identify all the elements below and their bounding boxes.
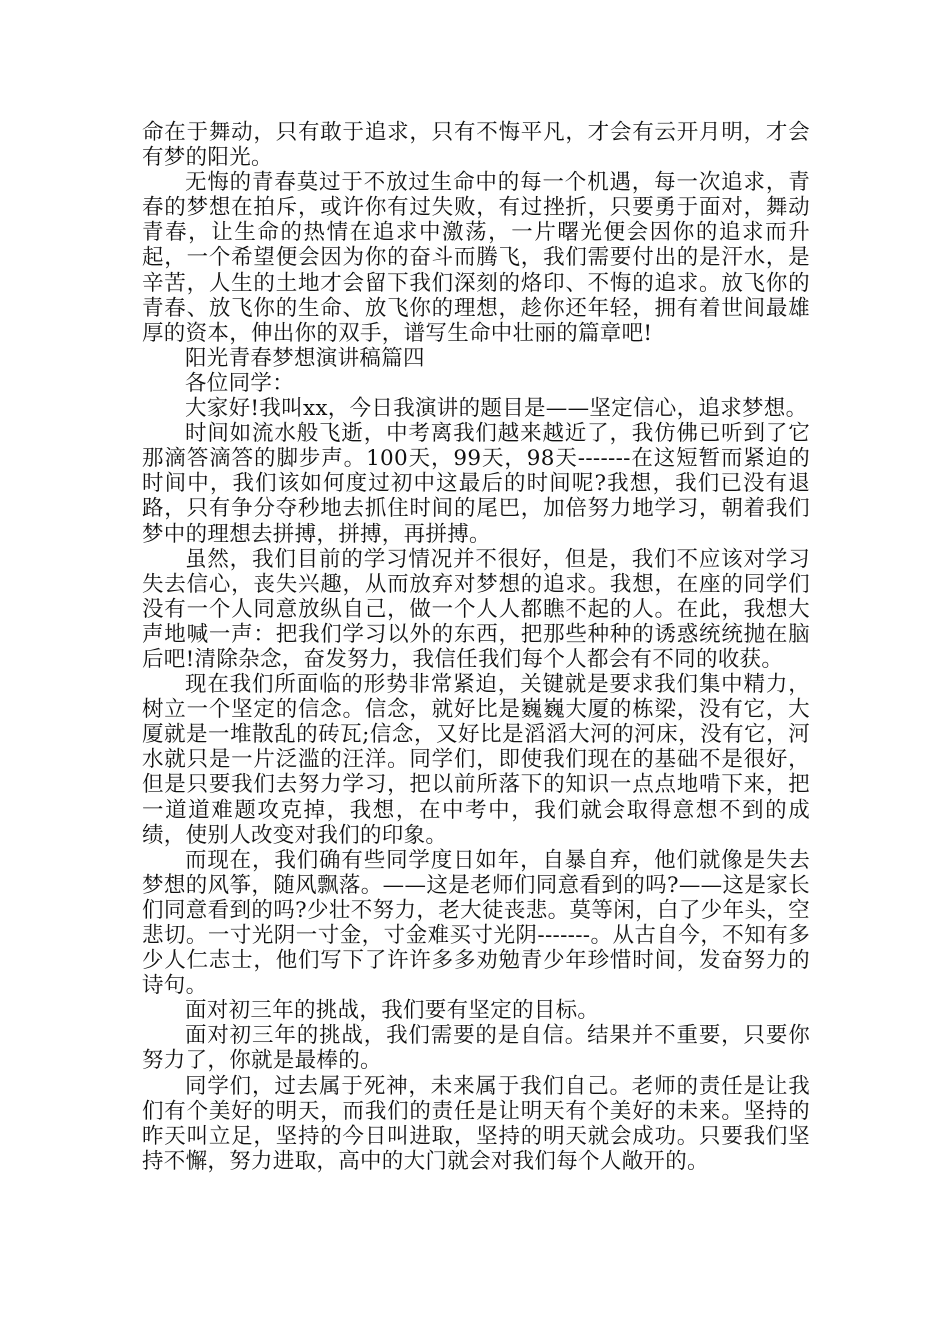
paragraph-belief: 现在我们所面临的形势非常紧迫，关键就是要求我们集中精力，树立一个坚定的信念。信念，就好比是巍巍大厦的栋梁，没有它，大厦就是一堆散乱的砖瓦;信念，又好比是滔滔大河的河床，没有它，河水就只是一片泛滥的汪洋。同学们，即使我们现在的基础不是很好，但是只要我们去努力学习，把以前所落下的知识一点点地啃下来，把一道道难题攻克掉，我想，在中考中，我们就会取得意想不到的成绩，使别人改变对我们的印象。 (142, 672, 810, 848)
paragraph-closing: 同学们，过去属于死神，未来属于我们自己。老师的责任是让我们有个美好的明天，而我们的责任是让明天有个美好的未来。坚持的昨天叫立足，坚持的今日叫进取，坚持的明天就会成功。只要我们坚持不懈，努力进取，高中的大门就会对我们每个人敞开的。 (142, 1073, 810, 1174)
paragraph-self-confidence: 面对初三年的挑战，我们需要的是自信。结果并不重要，只要你努力了，你就是最棒的。 (142, 1023, 810, 1074)
paragraph-confidence: 虽然，我们目前的学习情况并不很好，但是，我们不应该对学习失去信心，丧失兴趣，从而放弃对梦想的追求。我想，在座的同学们没有一个人同意放纵自己，做一个人人都瞧不起的人。在此，我想大声地喊一声：把我们学习以外的东西，把那些种种的诱惑统统抛在脑后吧!清除杂念，奋发努力，我信任我们每个人都会有不同的收获。 (142, 546, 810, 672)
paragraph-time: 时间如流水般飞逝，中考离我们越来越近了，我仿佛已听到了它那滴答滴答的脚步声。100天，99天，98天-------在这短暂而紧迫的时间中，我们该如何度过初中这最后的时间呢?我想，我们已没有退路，只有争分夺秒地去抓住时间的尾巴，加倍努力地学习，朝着我们梦中的理想去拼搏，拼搏，再拼搏。 (142, 421, 810, 547)
paragraph-cherish-time: 而现在，我们确有些同学度日如年，自暴自弃，他们就像是失去梦想的风筝，随风飘落。——这是老师们同意看到的吗?——这是家长们同意看到的吗?少壮不努力，老大徒丧悲。莫等闲，白了少年头，空悲切。一寸光阴一寸金，寸金难买寸光阴-------。从古自今，不知有多少人仁志士，他们写下了许许多多劝勉青少年珍惜时间，发奋努力的诗句。 (142, 847, 810, 999)
paragraph-greeting: 大家好!我叫xx，今日我演讲的题目是——坚定信心，追求梦想。 (185, 396, 808, 422)
document-body (142, 120, 810, 1174)
salutation: 各位同学： (185, 370, 295, 396)
section-title: 阳光青春梦想演讲稿篇四 (185, 345, 425, 371)
paragraph-youth-no-regret: 无悔的青春莫过于不放过生命中的每一个机遇，每一次追求，青春的梦想在拍斥，或许你有过失败，有过挫折，只要勇于面对，舞动青春，让生命的热情在追求中激荡，一片曙光便会因你的追求而升起，一个希望便会因为你的奋斗而腾飞，我们需要付出的是汗水，是辛苦，人生的土地才会留下我们深刻的烙印、不悔的追求。放飞你的青春、放飞你的生命、放飞你的理想，趁你还年轻，拥有着世间最雄厚的资本，伸出你的双手，谱写生命中壮丽的篇章吧! (142, 170, 810, 346)
paragraph-goal: 面对初三年的挑战，我们要有坚定的目标。 (185, 998, 600, 1024)
paragraph-continuation: 命在于舞动，只有敢于追求，只有不悔平凡，才会有云开月明，才会有梦的阳光。 (142, 120, 810, 171)
